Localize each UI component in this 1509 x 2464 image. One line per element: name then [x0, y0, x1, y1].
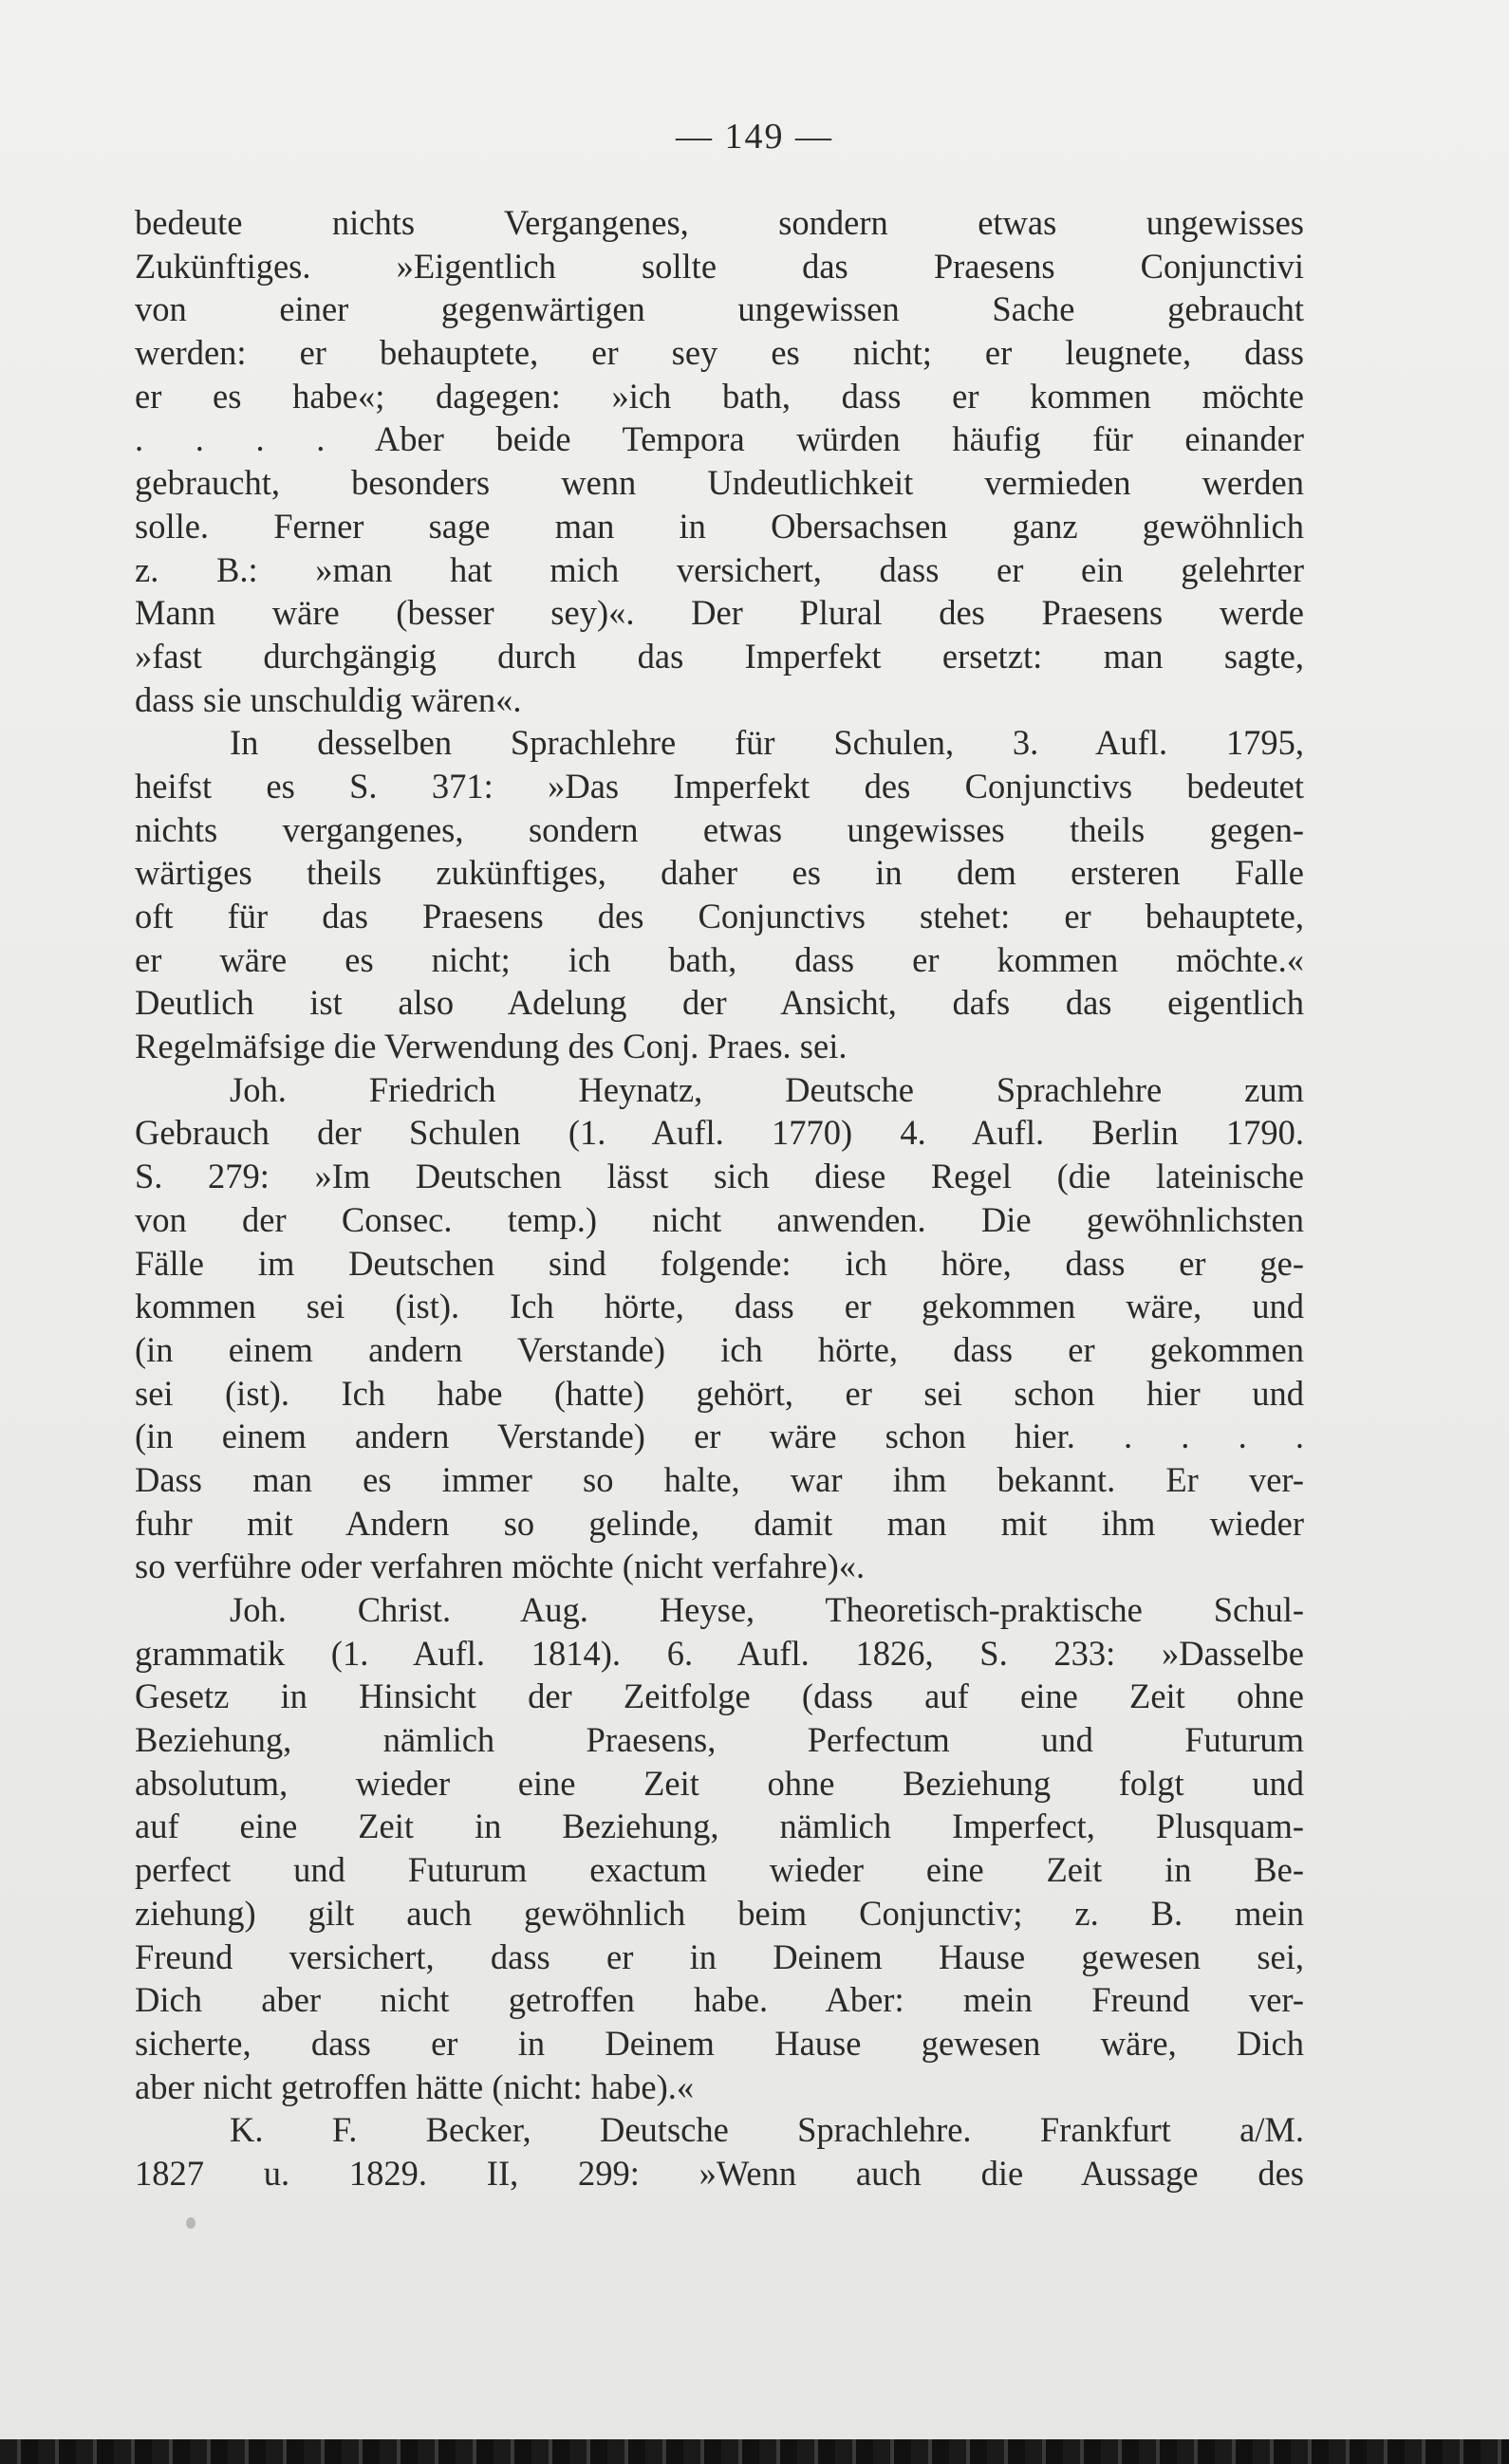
text-line: sicherte, dass er in Deinem Hause gewesen wäre, Dich	[135, 2023, 1304, 2063]
text-line: Dass man es immer so halte, war ihm bekannt. Er ver-	[135, 1459, 1304, 1499]
text-line: so verführe oder verfahren möchte (nicht verfahre)«.	[135, 1547, 866, 1586]
text-line: Freund versichert, dass er in Deinem Hause gewesen sei,	[135, 1936, 1304, 1976]
text-line: Zukünftiges. »Eigentlich sollte das Praesens Conjunctivi	[135, 246, 1304, 286]
text-line: Gebrauch der Schulen (1. Aufl. 1770) 4. Aufl. Berlin 1790.	[135, 1113, 1304, 1153]
text-line: wärtiges theils zukünftiges, daher es in dem ersteren Falle	[135, 853, 1304, 893]
text-line: (in einem andern Verstande) ich hörte, dass er gekommen	[135, 1329, 1304, 1369]
text-line: oft für das Praesens des Conjunctivs stehet: er behauptete,	[135, 897, 1304, 936]
text-line: S. 279: »Im Deutschen lässt sich diese Regel (die lateinische	[135, 1157, 1304, 1196]
text-line: Deutlich ist also Adelung der Ansicht, dafs das eigentlich	[135, 983, 1304, 1023]
text-line: heifst es S. 371: »Das Imperfekt des Conjunctivs bedeutet	[135, 766, 1304, 806]
text-line: bedeute nichts Vergangenes, sondern etwas ungewisses	[135, 203, 1304, 242]
text-line: Joh. Friedrich Heynatz, Deutsche Sprachlehre zum	[230, 1069, 1304, 1109]
text-line: K. F. Becker, Deutsche Sprachlehre. Frankfurt a/M.	[230, 2110, 1304, 2150]
text-line: Mann wäre (besser sey)«. Der Plural des Praesens werde	[135, 593, 1304, 633]
text-line: ziehung) gilt auch gewöhnlich beim Conjunctiv; z. B. mein	[135, 1893, 1304, 1933]
page-number: — 149 —	[676, 117, 833, 157]
body-text	[135, 201, 1304, 2195]
text-line: z. B.: »man hat mich versichert, dass er ein gelehrter	[135, 549, 1304, 589]
text-line: gebraucht, besonders wenn Undeutlichkeit vermieden werden	[135, 463, 1304, 503]
scan-edge	[0, 2439, 1509, 2464]
text-line: perfect und Futurum exactum wieder eine Zeit in Be-	[135, 1850, 1304, 1890]
text-line: Joh. Christ. Aug. Heyse, Theoretisch-praktische Schul-	[230, 1590, 1304, 1629]
text-line: »fast durchgängig durch das Imperfekt ersetzt: man sagte,	[135, 636, 1304, 676]
text-line: er es habe«; dagegen: »ich bath, dass er kommen möchte	[135, 376, 1304, 416]
text-line: solle. Ferner sage man in Obersachsen ganz gewöhnlich	[135, 506, 1304, 546]
text-line: fuhr mit Andern so gelinde, damit man mit ihm wieder	[135, 1503, 1304, 1543]
text-line: Beziehung, nämlich Praesens, Perfectum und Futurum	[135, 1720, 1304, 1760]
text-line: Dich aber nicht getroffen habe. Aber: mein Freund ver-	[135, 1980, 1304, 2020]
text-line: kommen sei (ist). Ich hörte, dass er gekommen wäre, und	[135, 1287, 1304, 1326]
text-line: von der Consec. temp.) nicht anwenden. Die gewöhnlichsten	[135, 1199, 1304, 1239]
text-line: nichts vergangenes, sondern etwas ungewisses theils gegen-	[135, 809, 1304, 849]
paper-speck	[186, 2217, 196, 2229]
text-line: Fälle im Deutschen sind folgende: ich höre, dass er ge-	[135, 1243, 1304, 1283]
text-line: (in einem andern Verstande) er wäre schon hier. . . . .	[135, 1417, 1304, 1456]
text-line: 1827 u. 1829. II, 299: »Wenn auch die Aussage des	[135, 2153, 1304, 2193]
text-line: werden: er behauptete, er sey es nicht; er leugnete, dass	[135, 333, 1304, 373]
text-line: Gesetz in Hinsicht der Zeitfolge (dass auf eine Zeit ohne	[135, 1677, 1304, 1716]
text-line: er wäre es nicht; ich bath, dass er kommen möchte.«	[135, 939, 1304, 979]
text-line: dass sie unschuldig wären«.	[135, 679, 522, 719]
text-line: absolutum, wieder eine Zeit ohne Beziehung folgt und	[135, 1763, 1304, 1803]
text-line: von einer gegenwärtigen ungewissen Sache gebraucht	[135, 289, 1304, 329]
text-line: aber nicht getroffen hätte (nicht: habe).«	[135, 2066, 695, 2106]
text-line: Regelmäfsige die Verwendung des Conj. Praes. sei.	[135, 1027, 848, 1066]
text-line: auf eine Zeit in Beziehung, nämlich Imperfect, Plusquam-	[135, 1806, 1304, 1846]
text-line: grammatik (1. Aufl. 1814). 6. Aufl. 1826, S. 233: »Dasselbe	[135, 1633, 1304, 1673]
text-line: sei (ist). Ich habe (hatte) gehört, er sei schon hier und	[135, 1373, 1304, 1413]
text-line: In desselben Sprachlehre für Schulen, 3. Aufl. 1795,	[230, 723, 1304, 763]
text-line: . . . . Aber beide Tempora würden häufig für einander	[135, 419, 1304, 459]
